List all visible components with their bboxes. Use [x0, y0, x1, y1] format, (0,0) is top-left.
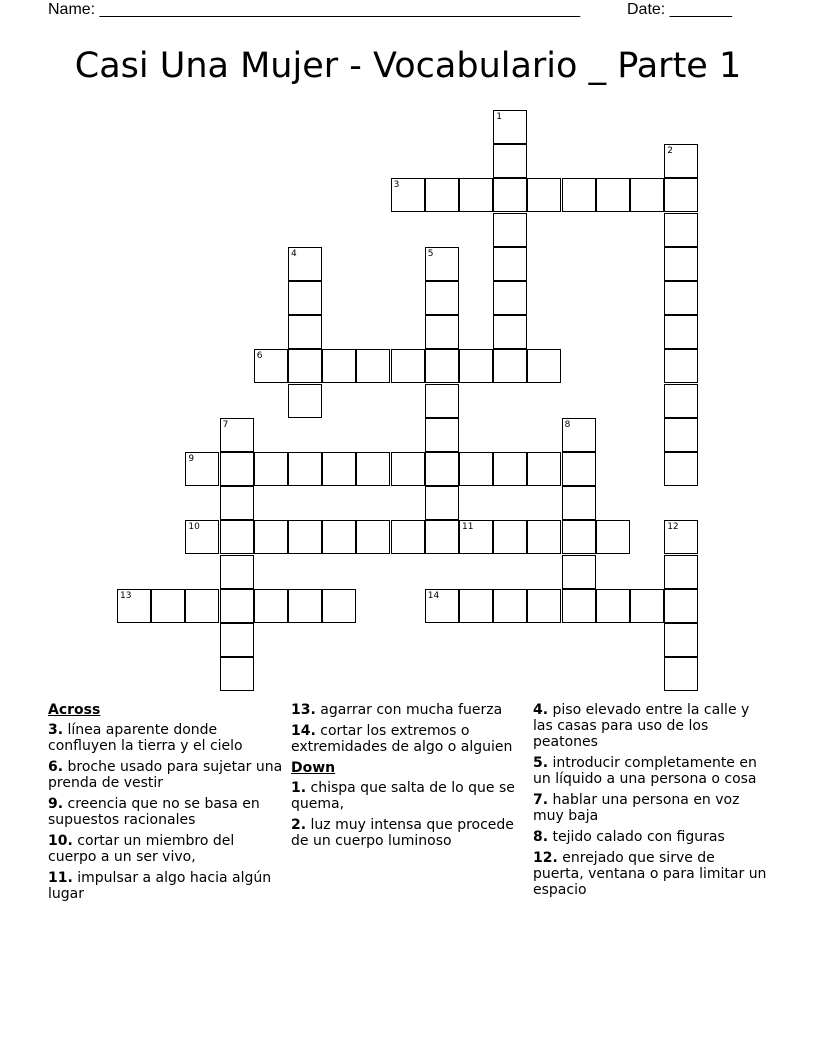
clue-text: chispa que salta de lo que se quema,	[291, 780, 515, 812]
clue-number: 1	[496, 112, 502, 122]
clue-text: cortar un miembro del cuerpo a un ser vivo,	[48, 833, 235, 865]
clue-number-label: 13.	[291, 702, 316, 718]
crossword-cell[interactable]	[356, 452, 390, 486]
across-clue-list-continued	[291, 702, 526, 755]
clue-number: 8	[564, 419, 571, 430]
crossword-cell[interactable]	[459, 178, 493, 212]
crossword-cell[interactable]	[562, 418, 596, 452]
clue-text: línea aparente donde confluyen la tierra y el cielo	[48, 722, 243, 754]
crossword-cell[interactable]	[185, 452, 219, 486]
clue-number-label: 4.	[533, 702, 549, 718]
crossword-cell[interactable]	[459, 349, 493, 383]
clue-text: creencia que no se basa en supuestos racionales	[48, 796, 260, 828]
clue-text: agarrar con mucha fuerza	[315, 702, 503, 718]
clues-column-3	[533, 702, 768, 903]
crossword-cell[interactable]	[322, 349, 356, 383]
across-clue-list	[48, 722, 283, 902]
clue-number: 2	[667, 146, 673, 157]
down-clue	[533, 792, 768, 824]
crossword-cell[interactable]	[288, 315, 322, 349]
clue-number-label: 11.	[48, 870, 73, 886]
clue-number: 12	[667, 522, 679, 533]
across-clue	[48, 759, 283, 791]
crossword-cell[interactable]	[664, 452, 698, 486]
crossword-cell[interactable]	[254, 452, 288, 486]
clue-number: 6	[256, 351, 263, 362]
crossword-cell[interactable]	[527, 589, 561, 623]
clue-text: cortar los extremos o extremidades de algo o alguien	[291, 723, 513, 755]
crossword-cell[interactable]	[562, 178, 596, 212]
clue-number: 13	[120, 590, 132, 601]
down-clue-list	[291, 780, 526, 849]
clue-text: luz muy intensa que procede de un cuerpo luminoso	[291, 817, 514, 849]
clue-number: 5	[427, 248, 434, 259]
crossword-cell[interactable]	[664, 315, 698, 349]
crossword-cell[interactable]	[664, 555, 698, 589]
across-clue	[291, 723, 526, 755]
down-clue	[533, 755, 768, 787]
clue-text: impulsar a algo hacia algún lugar	[48, 870, 272, 902]
clue-number-label: 5.	[533, 755, 549, 771]
down-clue	[533, 829, 768, 845]
crossword-cell[interactable]	[527, 349, 561, 383]
across-heading: Across	[48, 702, 101, 718]
crossword-cell[interactable]	[493, 589, 527, 623]
crossword-cell[interactable]	[220, 657, 254, 691]
crossword-cell[interactable]	[459, 520, 493, 554]
crossword-cell[interactable]	[322, 589, 356, 623]
crossword-cell[interactable]	[288, 520, 322, 554]
crossword-cell[interactable]	[664, 657, 698, 691]
crossword-cell[interactable]	[356, 349, 390, 383]
crossword-cell[interactable]	[630, 178, 664, 212]
clue-number-label: 9.	[48, 796, 64, 812]
across-clue	[48, 722, 283, 754]
crossword-cell[interactable]	[493, 349, 527, 383]
down-clue	[533, 850, 768, 898]
crossword-cell[interactable]	[220, 589, 254, 623]
crossword-cell[interactable]	[425, 315, 459, 349]
crossword-cell[interactable]	[391, 349, 425, 383]
crossword-cell[interactable]	[425, 520, 459, 554]
crossword-cell[interactable]	[664, 623, 698, 657]
crossword-cell[interactable]	[322, 520, 356, 554]
crossword-cell[interactable]	[459, 452, 493, 486]
crossword-cell[interactable]	[664, 418, 698, 452]
crossword-cell[interactable]	[425, 384, 459, 418]
clue-number: 11	[462, 522, 474, 533]
clue-text: piso elevado entre la calle y las casas para uso de los peatones	[533, 702, 750, 750]
crossword-cell[interactable]	[391, 178, 425, 212]
crossword-cell[interactable]	[664, 178, 698, 212]
clue-number-label: 6.	[48, 759, 64, 775]
crossword-cell[interactable]	[288, 384, 322, 418]
crossword-cell[interactable]	[425, 486, 459, 520]
crossword-cell[interactable]	[425, 589, 459, 623]
crossword-cell[interactable]	[664, 589, 698, 623]
clue-number: 4	[291, 248, 297, 259]
crossword-cell[interactable]	[664, 281, 698, 315]
crossword-cell[interactable]	[596, 520, 630, 554]
crossword-cell[interactable]	[220, 418, 254, 452]
crossword-cell[interactable]	[220, 520, 254, 554]
page-title: Casi Una Mujer - Vocabulario _ Parte 1	[74, 46, 742, 86]
crossword-cell[interactable]	[220, 486, 254, 520]
across-clue	[48, 870, 283, 902]
crossword-cell[interactable]	[254, 349, 288, 383]
crossword-cell[interactable]	[425, 418, 459, 452]
crossword-cell[interactable]	[425, 281, 459, 315]
crossword-cell[interactable]	[493, 178, 527, 212]
crossword-cell[interactable]	[425, 452, 459, 486]
crossword-cell[interactable]	[117, 589, 151, 623]
clue-number: 3	[393, 180, 400, 191]
crossword-cell[interactable]	[562, 555, 596, 589]
crossword-cell[interactable]	[254, 589, 288, 623]
crossword-cell[interactable]	[288, 349, 322, 383]
crossword-cell[interactable]	[664, 247, 698, 281]
crossword-cell[interactable]	[664, 349, 698, 383]
crossword-cell[interactable]	[425, 349, 459, 383]
crossword-cell[interactable]	[527, 178, 561, 212]
crossword-cell[interactable]	[493, 452, 527, 486]
crossword-cell[interactable]	[664, 384, 698, 418]
crossword-cell[interactable]	[493, 247, 527, 281]
clue-number: 10	[188, 522, 200, 533]
clue-number-label: 7.	[533, 792, 549, 808]
name-field-line[interactable]: Name: ______________________________________________________	[48, 1, 581, 18]
crossword-cell[interactable]	[254, 520, 288, 554]
crossword-cell[interactable]	[288, 589, 322, 623]
crossword-cell[interactable]	[391, 452, 425, 486]
crossword-cell[interactable]	[493, 315, 527, 349]
crossword-cell[interactable]	[220, 452, 254, 486]
crossword-cell[interactable]	[527, 452, 561, 486]
down-clue	[291, 817, 526, 849]
clue-number-label: 10.	[48, 833, 73, 849]
crossword-cell[interactable]	[288, 247, 322, 281]
crossword-cell[interactable]	[493, 281, 527, 315]
date-field-line[interactable]: Date: _______	[627, 1, 732, 18]
clue-text: broche usado para sujetar una prenda de vestir	[48, 759, 283, 791]
clue-text: enrejado que sirve de puerta, ventana o para limitar un espacio	[533, 850, 767, 898]
clue-number: 9	[188, 454, 195, 464]
clue-number-label: 3.	[48, 722, 64, 738]
crossword-cell[interactable]	[527, 520, 561, 554]
crossword-cell[interactable]	[356, 520, 390, 554]
across-clue	[48, 796, 283, 828]
clue-number-label: 1.	[291, 780, 307, 796]
clue-number-label: 2.	[291, 817, 307, 833]
crossword-cell[interactable]	[220, 555, 254, 589]
crossword-cell[interactable]	[288, 281, 322, 315]
down-clue	[291, 780, 526, 812]
crossword-cell[interactable]	[630, 589, 664, 623]
clues-column-1	[48, 702, 283, 907]
crossword-cell[interactable]	[288, 452, 322, 486]
clue-number-label: 14.	[291, 723, 316, 739]
crossword-cell[interactable]	[562, 589, 596, 623]
clue-number-label: 12.	[533, 850, 558, 866]
crossword-cell[interactable]	[493, 213, 527, 247]
across-clue	[48, 833, 283, 865]
crossword-cell[interactable]	[596, 589, 630, 623]
crossword-cell[interactable]	[185, 589, 219, 623]
crossword-cell[interactable]	[459, 589, 493, 623]
down-clue	[533, 702, 768, 750]
down-clue-list-continued	[533, 702, 768, 898]
crossword-cell[interactable]	[391, 520, 425, 554]
clue-text: hablar una persona en voz muy baja	[533, 792, 740, 824]
clues-column-2	[291, 702, 526, 854]
crossword-cell[interactable]	[493, 110, 527, 144]
down-heading: Down	[291, 760, 336, 776]
across-clue	[291, 702, 526, 718]
clue-text: introducir completamente en un líquido a una persona o cosa	[533, 755, 757, 787]
crossword-cell[interactable]	[664, 213, 698, 247]
clue-number: 14	[427, 590, 440, 601]
crossword-cell[interactable]	[562, 486, 596, 520]
crossword-cell[interactable]	[493, 144, 527, 178]
crossword-cell[interactable]	[425, 178, 459, 212]
crossword-cell[interactable]	[664, 144, 698, 178]
crossword-cell[interactable]	[425, 247, 459, 281]
clue-number: 7	[222, 419, 229, 430]
crossword-cell[interactable]	[322, 452, 356, 486]
crossword-cell[interactable]	[493, 520, 527, 554]
crossword-cell[interactable]	[220, 623, 254, 657]
crossword-cell[interactable]	[151, 589, 185, 623]
crossword-cell[interactable]	[596, 178, 630, 212]
clue-number-label: 8.	[533, 829, 549, 845]
crossword-cell[interactable]	[185, 520, 219, 554]
crossword-cell[interactable]	[562, 452, 596, 486]
crossword-cell[interactable]	[664, 520, 698, 554]
crossword-cell[interactable]	[562, 520, 596, 554]
clue-text: tejido calado con figuras	[548, 829, 725, 845]
